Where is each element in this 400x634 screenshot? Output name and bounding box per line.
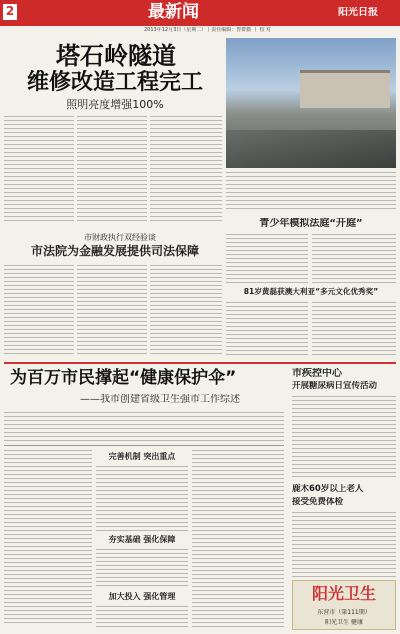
section-rule	[4, 362, 396, 364]
finance-headline: 市法院为金融发展提供司法保障	[30, 244, 199, 258]
finance-body-text	[150, 265, 222, 357]
right-body-text	[292, 512, 396, 578]
health-rule	[4, 445, 284, 446]
right-headline-2b: 接受免费体检	[292, 497, 344, 507]
star-body-text	[226, 302, 308, 357]
health-body-text	[4, 450, 92, 626]
youth-body-text	[226, 234, 308, 284]
promo-title: 阳光卫生	[311, 584, 376, 603]
star-body-text	[312, 302, 396, 357]
lead-subhead: 照明亮度增强100%	[66, 98, 164, 111]
section-title: 最新闻	[148, 2, 199, 22]
lead-headline-2: 维修改造工程完工	[26, 70, 203, 95]
date-line: 2013年12月3日（星期二）丨责任编辑：曾群勤 丨 校 对	[144, 27, 272, 33]
finance-body-text	[77, 265, 147, 357]
promo-footer-1: 东营市（第111期）	[317, 609, 371, 616]
photo-road	[226, 130, 396, 168]
health-body-text	[192, 450, 284, 628]
health-col-head-3: 加大投入 强化管理	[108, 592, 176, 601]
right-headline-1b: 开展糖尿病日宣传活动	[292, 381, 378, 391]
health-headline: 为百万市民撑起“健康保护伞”	[10, 368, 237, 388]
lead-body-text	[4, 116, 74, 221]
finance-kicker: 市财政执行双经验谈	[84, 233, 156, 242]
photo-building	[300, 70, 390, 108]
health-intro-text	[4, 412, 284, 442]
lead-headline-1: 塔石岭隧道	[56, 42, 176, 70]
health-col-head-2: 夯实基础 强化保障	[108, 535, 176, 544]
page-number: 2	[3, 4, 17, 20]
lead-body-text	[150, 116, 222, 221]
youth-body-text	[312, 234, 396, 284]
health-col-head-1: 完善机制 突出重点	[108, 452, 176, 461]
right-body-text	[292, 396, 396, 480]
health-body-text	[96, 549, 188, 589]
photo-caption	[226, 172, 396, 210]
right-headline-1a: 市疾控中心	[292, 368, 342, 379]
health-subhead: ——我市创建省级卫生强市工作综述	[80, 394, 240, 405]
star-headline: 81岁黄磊获澳大利亚“多元文化优秀奖”	[243, 287, 379, 296]
youth-headline: 青少年模拟法庭“开庭”	[259, 218, 363, 229]
lead-body-text	[77, 116, 147, 221]
promo-footer-2: 阳光卫生 健康	[325, 619, 363, 626]
paper-name: 阳光日报	[338, 7, 378, 18]
health-body-text	[96, 606, 188, 628]
right-headline-2a: 鹿木60岁以上老人	[292, 484, 364, 494]
health-body-text	[96, 466, 188, 532]
finance-body-text	[4, 265, 74, 357]
